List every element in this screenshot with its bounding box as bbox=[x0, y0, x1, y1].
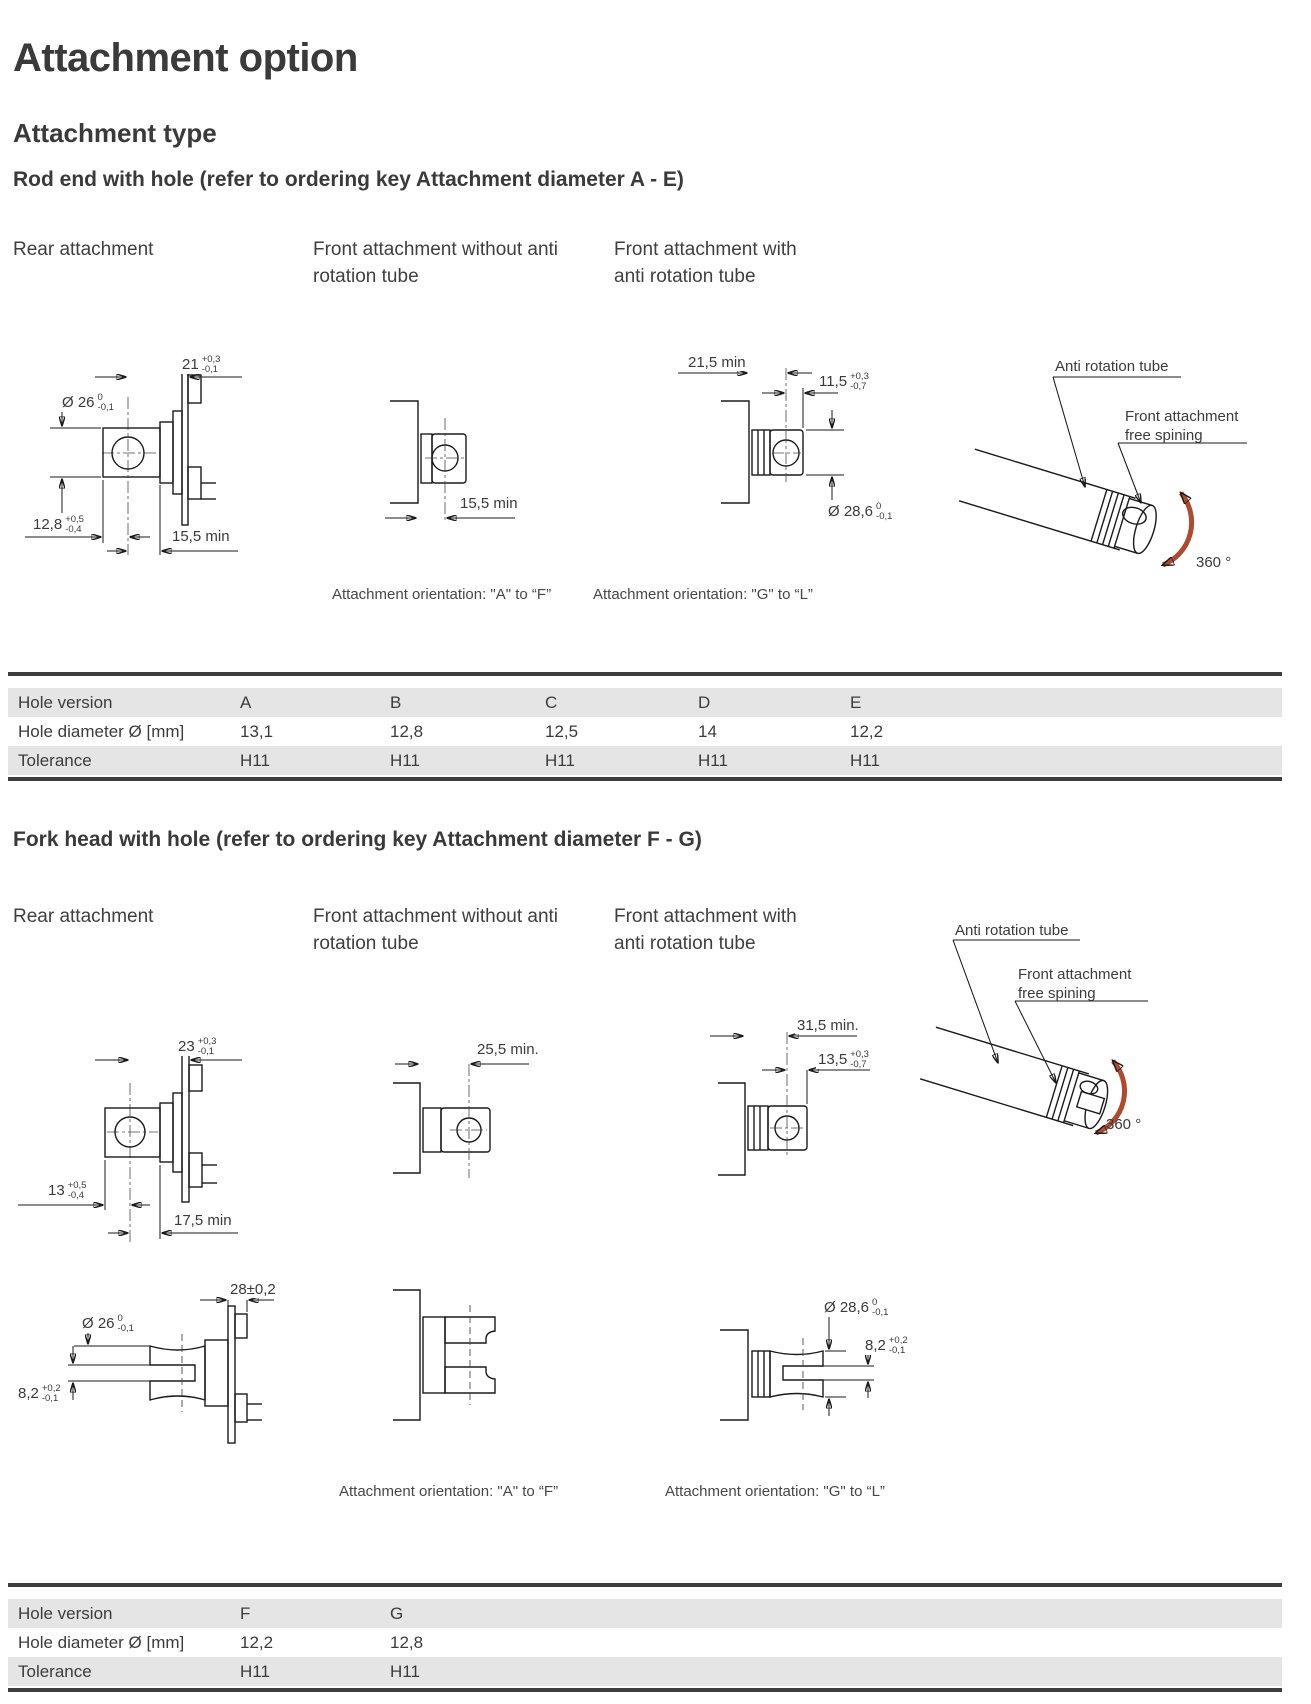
dim-8-2: 8,2 +0,2 -0,1 bbox=[18, 1383, 61, 1404]
col-front-without-tube: Front attachment without anti rotation tube bbox=[313, 239, 559, 287]
fork-rear-top-drawing bbox=[10, 1005, 310, 1250]
orientation-caption-g-l: Attachment orientation: "G" to “L” bbox=[665, 1483, 885, 1500]
dim-dia-28-6: Ø 28,6 0 -0,1 bbox=[828, 501, 893, 522]
rod-front-plain-drawing bbox=[345, 360, 605, 535]
fork-front-tube-bottom-lineart bbox=[650, 1278, 960, 1440]
fork-front-plain-lower-drawing bbox=[345, 1275, 605, 1437]
page-title: Attachment option bbox=[13, 36, 358, 80]
rod-front-tube-lineart bbox=[610, 320, 950, 582]
fork-rear-bottom-drawing bbox=[10, 1278, 310, 1446]
table-row: Hole version A B C D E bbox=[8, 688, 1282, 717]
dim-dia-26: Ø 26 0 -0,1 bbox=[82, 1313, 134, 1334]
table-row: Tolerance H11 H11 H11 H11 H11 bbox=[8, 746, 1282, 775]
anti-rotation-tube-illustration bbox=[955, 325, 1311, 575]
col-front-with-tube: Front attachment with anti rotation tube bbox=[614, 906, 797, 954]
table-top-rule bbox=[8, 1583, 1282, 1599]
anti-rotation-tube-label: Anti rotation tube bbox=[1055, 358, 1169, 375]
fork-rear-bottom-lineart bbox=[10, 1278, 310, 1446]
fork-front-plain-lineart bbox=[345, 1038, 605, 1190]
fork-head-heading: Fork head with hole (refer to ordering key Attachment diameter F - G) bbox=[13, 828, 702, 851]
fork-front-plain-lower-lineart bbox=[345, 1275, 605, 1437]
dim-21-5-min: 21,5 min bbox=[688, 354, 746, 371]
col-front-with-tube: Front attachment with anti rotation tube bbox=[614, 239, 797, 287]
dim-dia-26: Ø 26 0 -0,1 bbox=[62, 392, 114, 413]
orientation-caption-g-l: Attachment orientation: "G" to “L” bbox=[593, 586, 813, 603]
deg-360-label: 360 ° bbox=[1106, 1116, 1142, 1133]
section-subtitle: Attachment type bbox=[13, 118, 217, 148]
deg-360-label: 360 ° bbox=[1196, 554, 1232, 571]
dim-8-2: 8,2 +0,2 -0,1 bbox=[865, 1335, 908, 1356]
fork-front-tube-top-drawing bbox=[650, 1018, 960, 1190]
table-row: Hole diameter Ø [mm] 13,1 12,8 12,5 14 12,2 bbox=[18, 722, 884, 741]
rod-end-heading: Rod end with hole (refer to ordering key Attachment diameter A - E) bbox=[13, 168, 684, 191]
dim-11-5: 11,5 +0,3 -0,7 bbox=[819, 371, 869, 392]
front-attachment-free-spinning-label: Front attachment free spining bbox=[1018, 966, 1132, 1002]
dim-28: 28±0,2 bbox=[230, 1281, 276, 1298]
col-rear-attachment: Rear attachment bbox=[13, 906, 154, 927]
fork-rear-top-lineart bbox=[10, 1005, 310, 1250]
dim-23: 23 +0,3 -0,1 bbox=[178, 1036, 217, 1057]
col-rear-attachment: Rear attachment bbox=[13, 239, 154, 260]
anti-rotation-tube-label: Anti rotation tube bbox=[955, 922, 1069, 939]
fork-front-tube-top-lineart bbox=[650, 1018, 960, 1190]
rod-front-tube-drawing bbox=[610, 320, 950, 582]
hole-version-table-1 bbox=[8, 672, 1282, 781]
table-top-rule bbox=[8, 672, 1282, 688]
front-attachment-free-spinning-label: Front attachment free spining bbox=[1125, 408, 1239, 444]
table-bottom-rule bbox=[8, 777, 1282, 781]
table-row: Hole diameter Ø [mm] 12,2 12,8 bbox=[18, 1633, 424, 1652]
table-bottom-rule bbox=[8, 1688, 1282, 1692]
dim-21: 21 +0,3 -0,1 bbox=[182, 354, 221, 375]
dim-12-8: 12,8 +0,5 -0,4 bbox=[33, 514, 84, 535]
table-row: Hole version F G bbox=[8, 1599, 1282, 1628]
dim-31-5-min: 31,5 min. bbox=[797, 1017, 859, 1034]
fork-front-tube-bottom-drawing bbox=[650, 1278, 960, 1440]
dim-13-5: 13,5 +0,3 -0,7 bbox=[818, 1049, 869, 1070]
dim-dia-28-6: Ø 28,6 0 -0,1 bbox=[824, 1297, 889, 1318]
hole-version-table-2 bbox=[8, 1583, 1282, 1692]
anti-rotation-tube-illustration-fork bbox=[920, 915, 1311, 1165]
dim-17-5-min: 17,5 min bbox=[174, 1212, 232, 1229]
col-front-without-tube: Front attachment without anti rotation tube bbox=[313, 906, 559, 954]
orientation-caption-a-f: Attachment orientation: "A" to “F” bbox=[339, 1483, 559, 1500]
dim-15-5-min: 15,5 min bbox=[460, 495, 518, 512]
dim-25-5-min: 25,5 min. bbox=[477, 1041, 539, 1058]
table-row: Tolerance H11 H11 bbox=[8, 1657, 1282, 1686]
rod-rear-drawing bbox=[10, 315, 300, 560]
orientation-caption-a-f: Attachment orientation: "A" to “F” bbox=[332, 586, 552, 603]
fork-front-plain-drawing bbox=[345, 1038, 605, 1190]
dim-15-5-min: 15,5 min bbox=[172, 528, 230, 545]
dim-13: 13 +0,5 -0,4 bbox=[48, 1180, 87, 1201]
